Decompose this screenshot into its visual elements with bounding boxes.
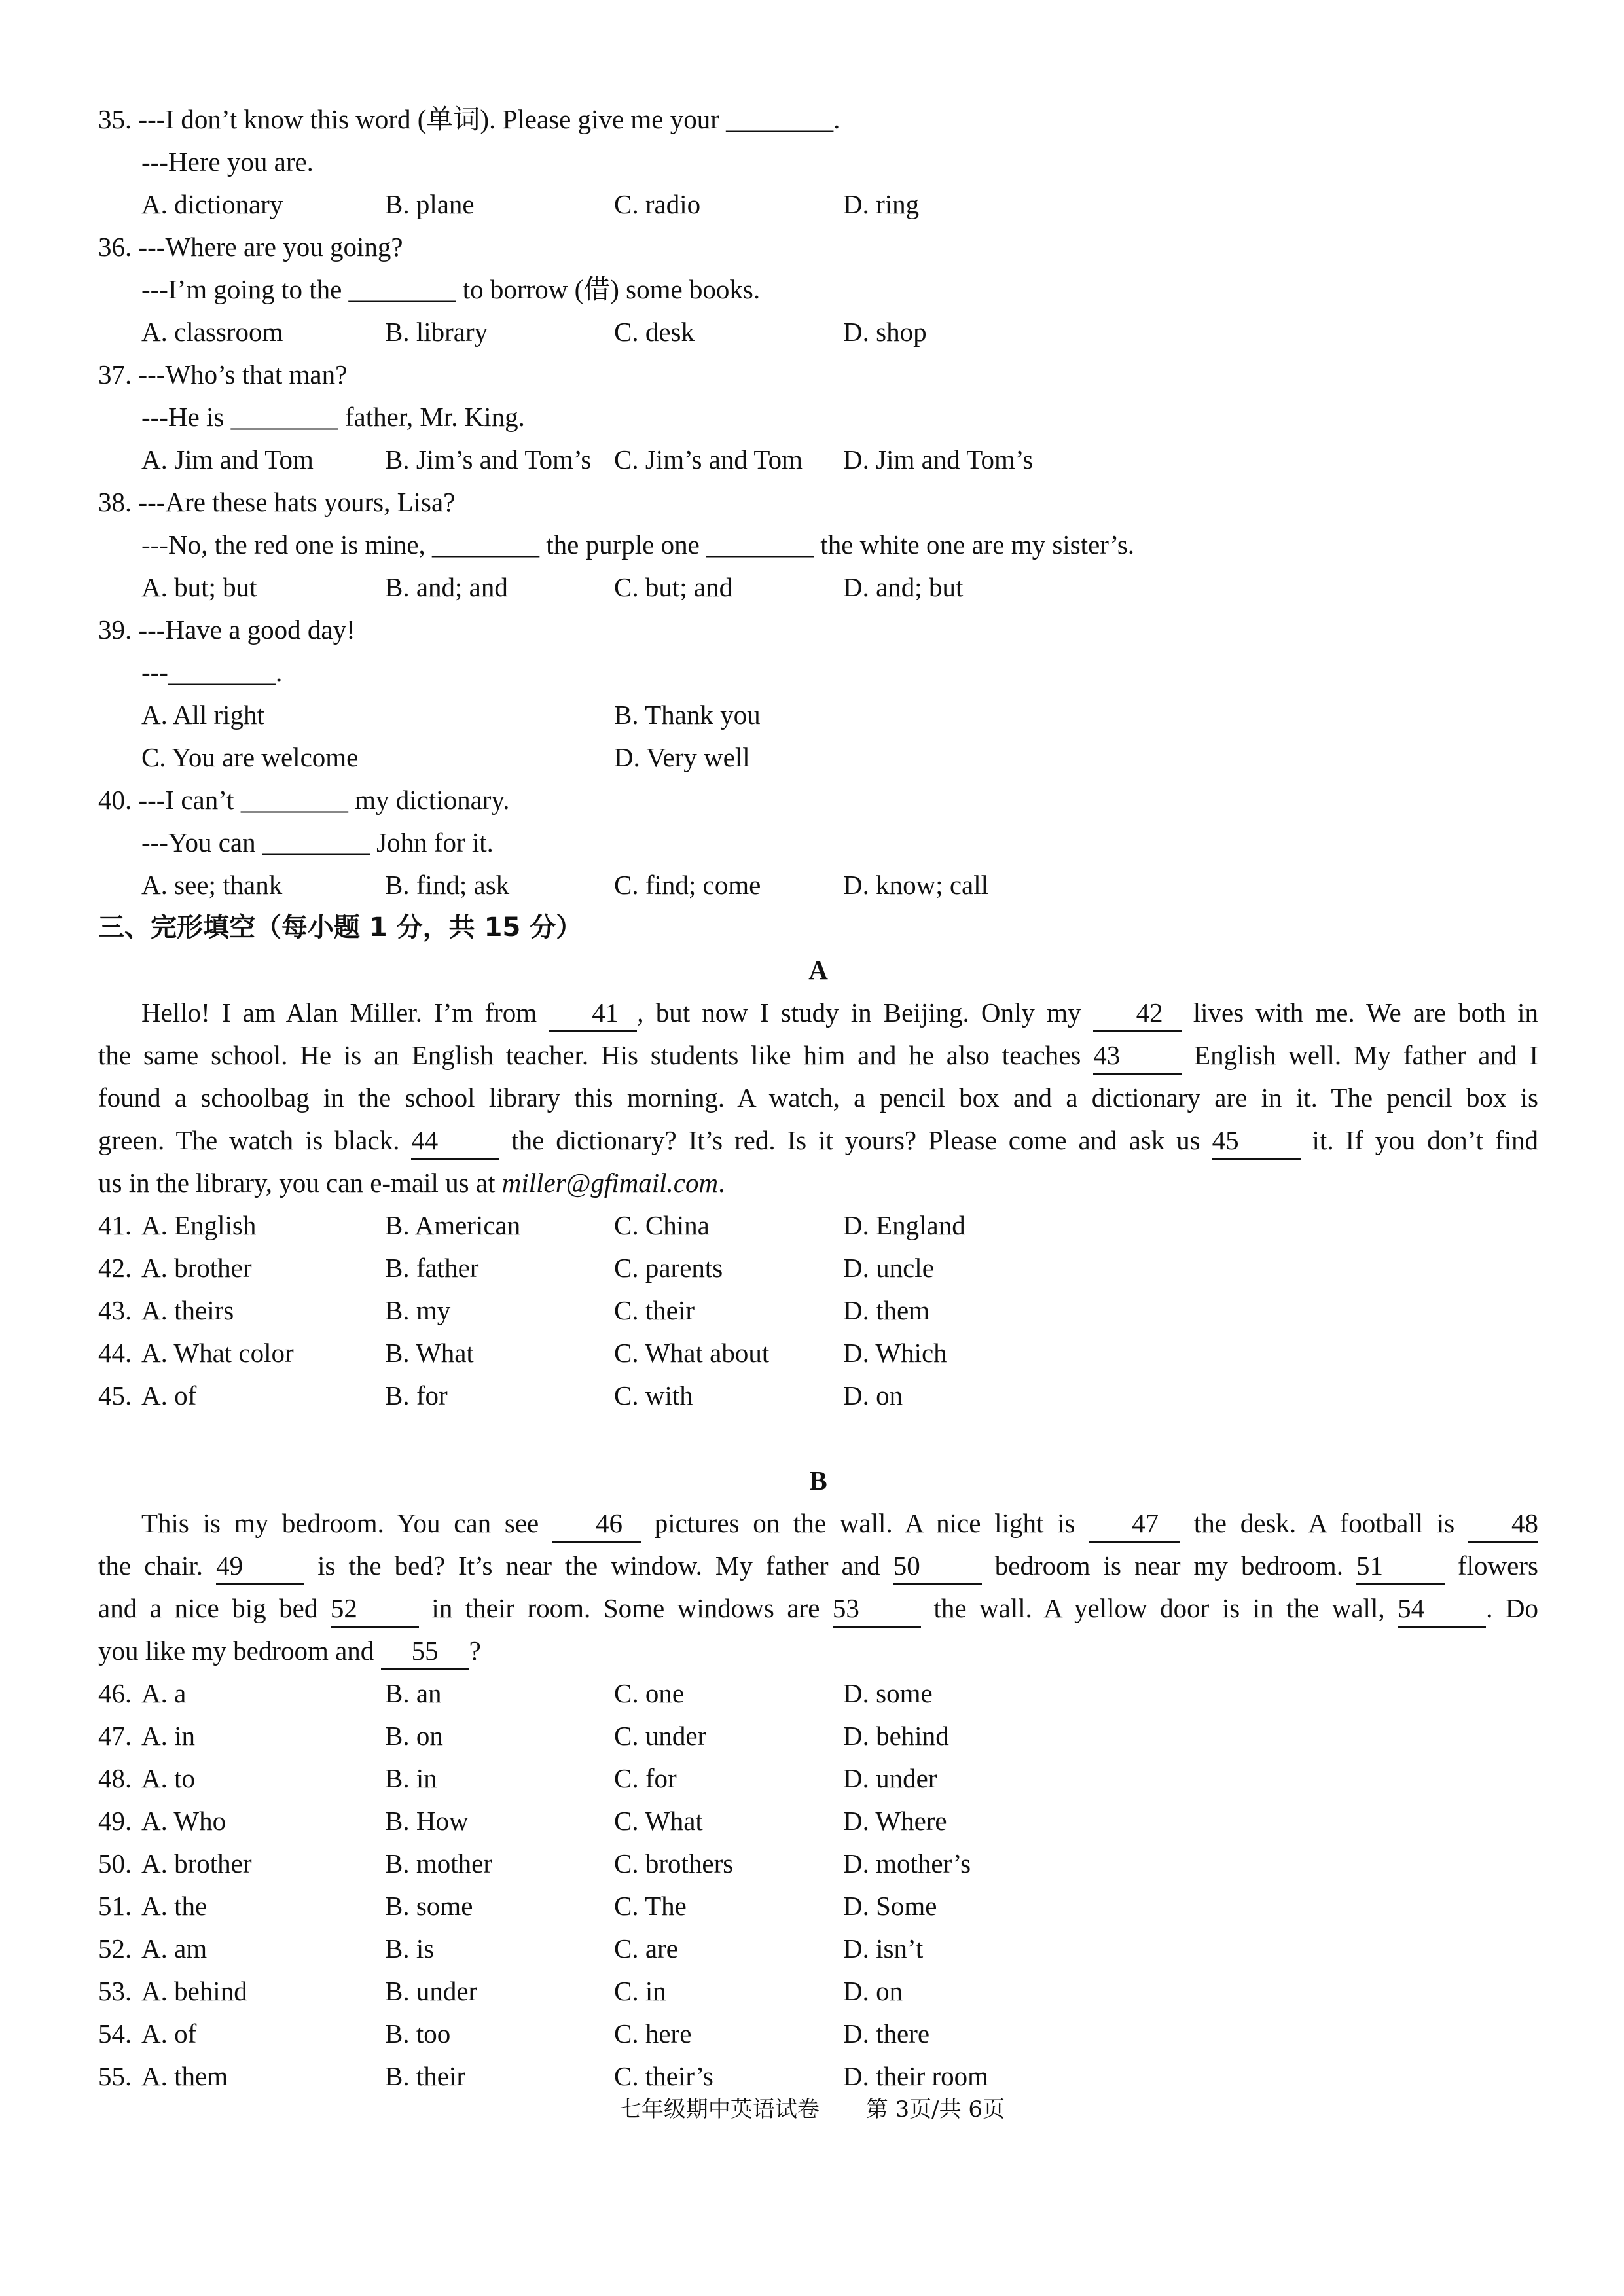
- question-54: [98, 2013, 1538, 2055]
- question-49: [98, 1800, 1538, 1842]
- option-d: D. uncle: [843, 1253, 934, 1283]
- question-48: [98, 1757, 1538, 1800]
- option-d: D. mother’s: [843, 1848, 971, 1878]
- blank-49: 49: [216, 1548, 304, 1585]
- blank-42: 42: [1093, 995, 1182, 1032]
- option-d: D. on: [843, 1976, 903, 2006]
- option-a: A. classroom: [141, 317, 283, 347]
- question-line: ---You can ________ John for it.: [141, 827, 494, 857]
- option-c: C. radio: [614, 189, 701, 219]
- blank-47: 47: [1089, 1505, 1180, 1543]
- blank-50: 50: [893, 1548, 982, 1585]
- question-number: 43.: [98, 1295, 132, 1325]
- question-line: ---He is ________ father, Mr. King.: [141, 402, 525, 432]
- option-c: C. their’s: [614, 2061, 713, 2091]
- passage-line: you like my bedroom and 55 ?: [98, 1630, 1538, 1672]
- question-number: 41.: [98, 1210, 132, 1240]
- option-d: D. know; call: [843, 870, 989, 900]
- passage-line: the chair. 49 is the bed? It’s near the window. My father and 50 bedroom is near my bedroom. 51 flowers: [98, 1545, 1538, 1587]
- option-b: B. plane: [385, 189, 475, 219]
- question-number: 53.: [98, 1976, 132, 2006]
- options-row: [98, 183, 1538, 226]
- question-number: 50.: [98, 1848, 132, 1878]
- option-b: B. too: [385, 2018, 451, 2049]
- question-number: 48.: [98, 1763, 132, 1793]
- blank-52: 52: [331, 1590, 419, 1628]
- blank-51: 51: [1356, 1548, 1445, 1585]
- option-a: A. Who: [141, 1806, 226, 1836]
- option-c: C. desk: [614, 317, 695, 347]
- question-line: ---Here you are.: [141, 147, 314, 177]
- blank-46: 46: [552, 1505, 641, 1543]
- options-row: [98, 864, 1538, 906]
- question-line: ---I’m going to the ________ to borrow (借) some books.: [141, 274, 761, 304]
- question-number: 54.: [98, 2018, 132, 2049]
- option-c: C. China: [614, 1210, 710, 1240]
- question-number: 45.: [98, 1380, 132, 1410]
- passage-line: the same school. He is an English teacher. His students like him and he also teaches 43 English well. My father and I: [98, 1034, 1538, 1077]
- passage-b-title: B: [809, 1465, 827, 1496]
- option-d: D. on: [843, 1380, 903, 1410]
- option-d: D. England: [843, 1210, 965, 1240]
- question-number: 42.: [98, 1253, 132, 1283]
- questions-b: [98, 1672, 1538, 2098]
- option-c: C. You are welcome: [141, 742, 359, 772]
- options-row: [98, 311, 1538, 353]
- option-c: C. one: [614, 1678, 685, 1708]
- question-51: [98, 1885, 1538, 1928]
- question-line: ---Have a good day!: [138, 615, 355, 645]
- option-c: C. The: [614, 1891, 687, 1921]
- option-a: A. of: [141, 1380, 197, 1410]
- option-d: D. Very well: [614, 742, 750, 772]
- option-a: A. brother: [141, 1253, 252, 1283]
- option-a: A. of: [141, 2018, 197, 2049]
- option-a: A. English: [141, 1210, 257, 1240]
- passage-line: green. The watch is black. 44 the dictionary? It’s red. Is it yours? Please come and ask us 45 it. If you don’t find: [98, 1119, 1538, 1162]
- option-d: D. them: [843, 1295, 930, 1325]
- question-number: 55.: [98, 2061, 132, 2091]
- option-c: C. What about: [614, 1338, 770, 1368]
- question-44: [98, 1332, 1538, 1374]
- question-number: 49.: [98, 1806, 132, 1836]
- option-a: A. see; thank: [141, 870, 283, 900]
- option-b: B. an: [385, 1678, 442, 1708]
- option-d: D. some: [843, 1678, 933, 1708]
- blank-54: 54: [1398, 1590, 1486, 1628]
- option-a: A. Jim and Tom: [141, 444, 314, 475]
- option-a: A. behind: [141, 1976, 247, 2006]
- option-c: C. find; come: [614, 870, 761, 900]
- option-c: C. brothers: [614, 1848, 734, 1878]
- section-title: 三、完形填空（每小题 1 分，共 15 分）: [98, 912, 583, 942]
- option-d: D. Where: [843, 1806, 947, 1836]
- option-d: D. their room: [843, 2061, 989, 2091]
- question-41: [98, 1204, 1538, 1247]
- option-a: A. theirs: [141, 1295, 234, 1325]
- blank-48: 48: [1468, 1505, 1538, 1543]
- option-a: A. them: [141, 2061, 228, 2091]
- question-number: 47.: [98, 1721, 132, 1751]
- option-a: A. but; but: [141, 572, 257, 602]
- passage-line: This is my bedroom. You can see 46 pictures on the wall. A nice light is 47 the desk. A football is 48: [98, 1502, 1538, 1545]
- option-c: C. under: [614, 1721, 707, 1751]
- option-b: B. Jim’s and Tom’s: [385, 444, 592, 475]
- blank-55: 55: [381, 1633, 469, 1670]
- blank-41: 41: [549, 995, 637, 1032]
- question-53: [98, 1970, 1538, 2013]
- question-42: [98, 1247, 1538, 1289]
- question-38: [98, 481, 1538, 609]
- question-number: 35.: [98, 104, 132, 134]
- passage-line: us in the library, you can e-mail us at miller@gfimail.com.: [98, 1168, 725, 1198]
- question-number: 44.: [98, 1338, 132, 1368]
- questions-a: [98, 1204, 1538, 1417]
- option-d: D. Which: [843, 1338, 947, 1368]
- question-line: ---No, the red one is mine, ________ the purple one ________ the white one are my sister’s.: [141, 529, 1135, 560]
- option-a: A. the: [141, 1891, 208, 1921]
- question-35: [98, 98, 1538, 226]
- option-d: D. shop: [843, 317, 927, 347]
- options-row: [98, 736, 1538, 779]
- footer-page-number: 第 3页/共 6页: [865, 2096, 1005, 2123]
- option-d: D. isn’t: [843, 1933, 924, 1964]
- passage-a: [98, 992, 1538, 1204]
- option-b: B. mother: [385, 1848, 492, 1878]
- blank-43: 43: [1093, 1037, 1182, 1075]
- option-a: A. brother: [141, 1848, 252, 1878]
- option-c: C. with: [614, 1380, 693, 1410]
- question-line: ---Where are you going?: [138, 232, 403, 262]
- question-number: 46.: [98, 1678, 132, 1708]
- option-d: D. Some: [843, 1891, 937, 1921]
- option-a: A. dictionary: [141, 189, 283, 219]
- blank-53: 53: [833, 1590, 921, 1628]
- option-a: A. in: [141, 1721, 195, 1751]
- option-b: B. father: [385, 1253, 479, 1283]
- options-row: [98, 694, 1538, 736]
- option-a: A. am: [141, 1933, 208, 1964]
- options-row: [98, 439, 1538, 481]
- option-b: B. under: [385, 1976, 478, 2006]
- option-b: B. What: [385, 1338, 474, 1368]
- option-d: D. under: [843, 1763, 937, 1793]
- question-number: 36.: [98, 232, 132, 262]
- option-b: B. and; and: [385, 572, 508, 602]
- question-37: [98, 353, 1538, 481]
- option-b: B. Thank you: [614, 700, 761, 730]
- passage-line: Hello! I am Alan Miller. I’m from 41 , but now I study in Beijing. Only my 42 lives with me. We are both in: [98, 992, 1538, 1034]
- question-line: ---Who’s that man?: [138, 359, 348, 389]
- option-b: B. some: [385, 1891, 473, 1921]
- option-a: A. What color: [141, 1338, 294, 1368]
- passage-line: found a schoolbag in the school library this morning. A watch, a pencil box and a dictionary are in it. The pencil box is: [98, 1083, 1538, 1113]
- option-c: C. for: [614, 1763, 677, 1793]
- question-50: [98, 1842, 1538, 1885]
- option-b: B. library: [385, 317, 488, 347]
- question-number: 39.: [98, 615, 132, 645]
- option-b: B. their: [385, 2061, 465, 2091]
- option-d: D. Jim and Tom’s: [843, 444, 1034, 475]
- option-d: D. ring: [843, 189, 920, 219]
- option-a: A. to: [141, 1763, 195, 1793]
- option-c: C. their: [614, 1295, 695, 1325]
- question-46: [98, 1672, 1538, 1715]
- question-line: ---Are these hats yours, Lisa?: [138, 487, 456, 517]
- option-b: B. is: [385, 1933, 435, 1964]
- option-b: B. for: [385, 1380, 448, 1410]
- option-b: B. my: [385, 1295, 451, 1325]
- option-a: A. All right: [141, 700, 264, 730]
- exam-page: [98, 98, 1538, 2098]
- blank-44: 44: [411, 1122, 499, 1160]
- passage-line: and a nice big bed 52 in their room. Some windows are 53 the wall. A yellow door is in the wall, 54 . Do: [98, 1587, 1538, 1630]
- question-number: 52.: [98, 1933, 132, 1964]
- option-b: B. in: [385, 1763, 437, 1793]
- footer-title: 七年级期中英语试卷: [619, 2096, 820, 2123]
- question-number: 40.: [98, 785, 132, 815]
- option-c: C. in: [614, 1976, 666, 2006]
- option-c: C. here: [614, 2018, 692, 2049]
- option-d: D. behind: [843, 1721, 949, 1751]
- option-c: C. but; and: [614, 572, 733, 602]
- page-footer: [0, 2091, 1624, 2123]
- option-c: C. Jim’s and Tom: [614, 444, 803, 475]
- option-b: B. How: [385, 1806, 469, 1836]
- question-43: [98, 1289, 1538, 1332]
- email-address: miller@gfimail.com: [501, 1168, 719, 1198]
- options-row: [98, 566, 1538, 609]
- question-36: [98, 226, 1538, 353]
- option-b: B. find; ask: [385, 870, 510, 900]
- option-c: C. parents: [614, 1253, 723, 1283]
- option-a: A. a: [141, 1678, 187, 1708]
- question-number: 37.: [98, 359, 132, 389]
- question-line: ---I can’t ________ my dictionary.: [138, 785, 510, 815]
- option-c: C. are: [614, 1933, 678, 1964]
- question-number: 38.: [98, 487, 132, 517]
- option-c: C. What: [614, 1806, 703, 1836]
- passage-b: [98, 1502, 1538, 1672]
- option-b: B. on: [385, 1721, 443, 1751]
- question-40: [98, 779, 1538, 906]
- question-39: [98, 609, 1538, 779]
- question-line: ---I don’t know this word (单词). Please give me your ________.: [138, 104, 840, 134]
- passage-a-title: A: [808, 955, 828, 985]
- question-number: 51.: [98, 1891, 132, 1921]
- option-d: D. there: [843, 2018, 930, 2049]
- question-52: [98, 1928, 1538, 1970]
- option-d: D. and; but: [843, 572, 964, 602]
- question-45: [98, 1374, 1538, 1417]
- option-b: B. American: [385, 1210, 521, 1240]
- blank-45: 45: [1212, 1122, 1301, 1160]
- question-47: [98, 1715, 1538, 1757]
- question-line: ---________.: [141, 657, 283, 687]
